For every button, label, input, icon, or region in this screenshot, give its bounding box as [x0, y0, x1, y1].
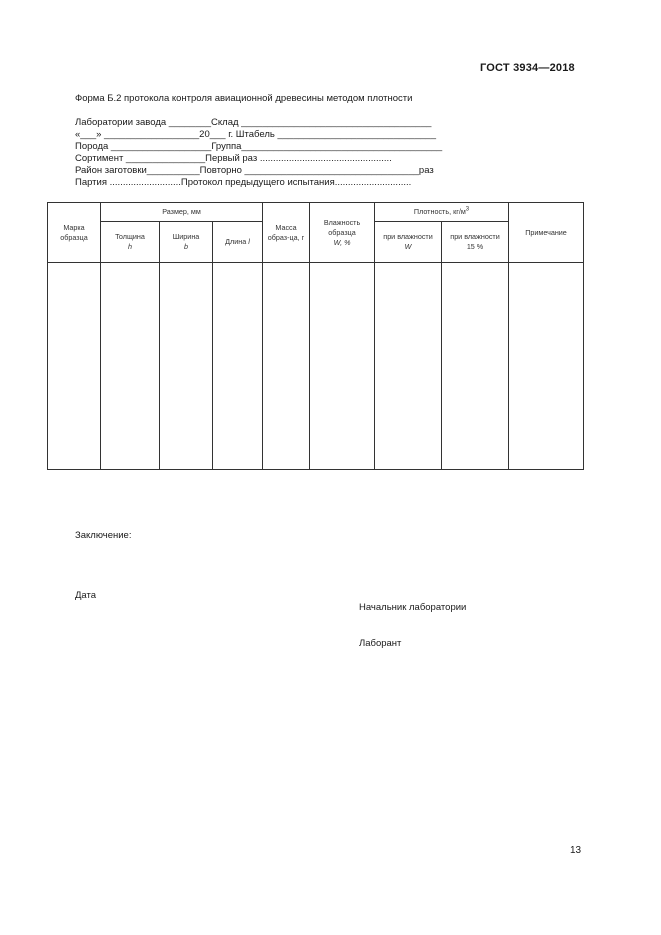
header-mass: Масса образ-ца, г — [263, 203, 310, 263]
header-width-label: Ширина — [172, 232, 200, 241]
header-density-sup: 3 — [465, 206, 470, 213]
header-moisture — [310, 203, 375, 263]
form-title: Форма Б.2 протокола контроля авиационной древесины методом плотности — [75, 93, 413, 104]
header-density-at-15 — [442, 222, 509, 263]
header-width-symbol: b — [184, 242, 188, 251]
form-line-assortment: Сортимент _______________Первый раз .................................................. — [75, 153, 392, 165]
lab-chief-label: Начальник лаборатории — [359, 602, 467, 613]
cell-width — [160, 263, 213, 470]
cell-thickness — [101, 263, 160, 470]
lab-assistant-label: Лаборант — [359, 638, 402, 649]
header-thickness-symbol: h — [128, 242, 132, 251]
form-fields — [75, 117, 442, 190]
header-moisture-unit: W, % — [333, 237, 351, 247]
page-number: 13 — [570, 845, 582, 856]
form-line-date-stack: «___» __________________20___ г. Штабель ______________________________ — [75, 129, 436, 141]
header-size-group: Размер, мм — [101, 203, 263, 222]
header-density-at-w-label: при влажности — [383, 232, 433, 241]
header-length — [213, 222, 263, 263]
header-length-label: Длина — [225, 237, 247, 246]
form-line-laboratory: Лаборатории завода ________Склад ____________________________________ — [75, 117, 432, 128]
cell-moisture — [310, 263, 375, 470]
header-density-at-w — [375, 222, 442, 263]
cell-length — [213, 263, 263, 470]
header-note: Примечание — [509, 203, 584, 263]
cell-note — [509, 263, 584, 470]
header-width — [160, 222, 213, 263]
form-line-batch: Партия ...........................Протокол предыдущего испытания............................. — [75, 177, 412, 189]
conclusion-label: Заключение: — [75, 530, 132, 541]
header-density-group — [375, 203, 509, 222]
protocol-table — [47, 202, 584, 470]
header-density-at-15-label: при влажности — [450, 232, 500, 241]
header-density-label: Плотность, кг/м — [413, 207, 466, 216]
form-line-species-group: Порода ___________________Группа______________________________________ — [75, 141, 443, 153]
header-sample-mark: Марка образца — [48, 203, 101, 263]
header-thickness-label: Толщина — [115, 232, 145, 241]
header-density-at-w-symbol: W — [404, 242, 412, 251]
date-label: Дата — [75, 590, 97, 601]
header-moisture-label: Влажность образца — [323, 217, 361, 237]
table-body-row — [48, 263, 584, 470]
cell-mass — [263, 263, 310, 470]
header-density-at-15-value: 15 % — [466, 242, 484, 251]
header-length-symbol: l — [248, 237, 250, 246]
form-line-region: Район заготовки__________Повторно _________________________________раз — [75, 165, 434, 177]
cell-density-at-w — [375, 263, 442, 470]
header-thickness — [101, 222, 160, 263]
standard-header: ГОСТ 3934—2018 — [480, 62, 575, 74]
cell-density-at-15 — [442, 263, 509, 470]
cell-sample-mark — [48, 263, 101, 470]
